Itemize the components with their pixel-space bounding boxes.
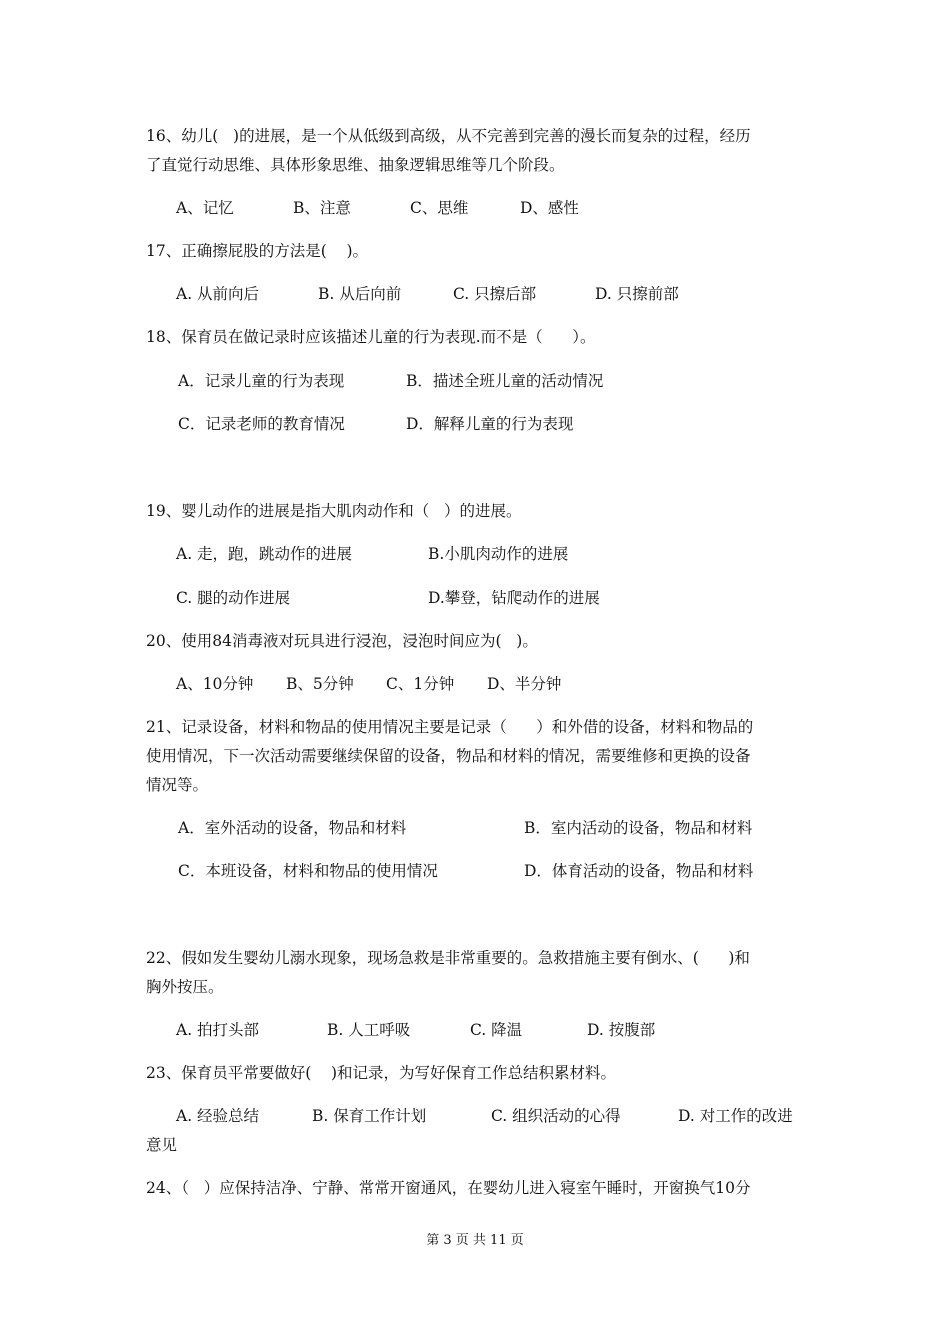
q22-option-a: A. 拍打头部 — [176, 1021, 260, 1039]
q17-option-b: B. 从后向前 — [318, 285, 402, 303]
q18-stem: 18、保育员在做记录时应该描述儿童的行为表现.而不是（ ）。 — [146, 328, 596, 346]
q18-option-a: A．记录儿童的行为表现 — [178, 372, 345, 390]
q17-stem: 17、正确擦屁股的方法是( )。 — [146, 242, 369, 260]
q21-option-c: C．本班设备，材料和物品的使用情况 — [178, 862, 438, 880]
q18-option-d: D．解释儿童的行为表现 — [406, 415, 574, 433]
q22-option-b: B. 人工呼吸 — [327, 1021, 411, 1039]
q23-option-c: C. 组织活动的心得 — [491, 1107, 621, 1125]
q18-option-c: C．记录老师的教育情况 — [178, 415, 345, 433]
q23-option-b: B. 保育工作计划 — [312, 1107, 427, 1125]
q16-stem-line2: 了直觉行动思维、具体形象思维、抽象逻辑思维等几个阶段。 — [146, 156, 565, 174]
q19-stem: 19、婴儿动作的进展是指大肌肉动作和（ ）的进展。 — [146, 502, 522, 520]
page-number-footer: 第 3 页 共 11 页 — [426, 1233, 524, 1248]
q22-stem-line1: 22、假如发生婴幼儿溺水现象，现场急救是非常重要的。急救措施主要有倒水、( )和 — [146, 949, 750, 967]
q16-stem-line1: 16、幼儿( )的进展，是一个从低级到高级，从不完善到完善的漫长而复杂的过程，经历 — [146, 127, 751, 145]
q23-option-a: A. 经验总结 — [176, 1107, 260, 1125]
q17-option-d: D. 只擦前部 — [595, 285, 679, 303]
q22-option-d: D. 按腹部 — [587, 1021, 656, 1039]
q23-option-d: D. 对工作的改进 — [678, 1107, 793, 1125]
q22-stem-line2: 胸外按压。 — [146, 978, 224, 996]
q22-option-c: C. 降温 — [470, 1021, 523, 1039]
q21-option-d: D．体育活动的设备，物品和材料 — [524, 862, 754, 880]
q17-option-a: A. 从前向后 — [176, 285, 260, 303]
q16-option-a: A、记忆 — [176, 199, 234, 217]
q21-stem-line1: 21、记录设备，材料和物品的使用情况主要是记录（ ）和外借的设备，材料和物品的 — [146, 718, 754, 736]
q19-option-c: C. 腿的动作进展 — [176, 589, 291, 607]
q16-option-b: B、注意 — [293, 199, 351, 217]
q20-option-c: C、1分钟 — [386, 675, 455, 693]
q21-stem-line3: 情况等。 — [146, 776, 209, 794]
q23-stem: 23、保育员平常要做好( )和记录，为写好保育工作总结积累材料。 — [146, 1064, 617, 1082]
q21-stem-line2: 使用情况，下一次活动需要继续保留的设备，物品和材料的情况，需要维修和更换的设备 — [146, 747, 751, 765]
q16-option-d: D、感性 — [520, 199, 579, 217]
q21-option-a: A．室外活动的设备，物品和材料 — [178, 819, 407, 837]
q17-option-c: C. 只擦后部 — [453, 285, 537, 303]
q19-option-b: B.小肌肉动作的进展 — [428, 545, 569, 563]
q18-option-b: B．描述全班儿童的活动情况 — [406, 372, 604, 390]
q16-option-c: C、思维 — [410, 199, 469, 217]
q24-stem: 24、（ ）应保持洁净、宁静、常常开窗通风，在婴幼儿进入寝室午睡时，开窗换气10分 — [146, 1179, 751, 1197]
q19-option-a: A. 走，跑，跳动作的进展 — [176, 545, 353, 563]
q20-stem: 20、使用84消毒液对玩具进行浸泡，浸泡时间应为( )。 — [146, 632, 538, 650]
q20-option-b: B、5分钟 — [286, 675, 354, 693]
q19-option-d: D.攀登，钻爬动作的进展 — [428, 589, 600, 607]
q20-option-a: A、10分钟 — [176, 675, 254, 693]
q21-option-b: B．室内活动的设备，物品和材料 — [524, 819, 753, 837]
q20-option-d: D、半分钟 — [487, 675, 562, 693]
q23-option-d-continued: 意见 — [146, 1136, 178, 1154]
